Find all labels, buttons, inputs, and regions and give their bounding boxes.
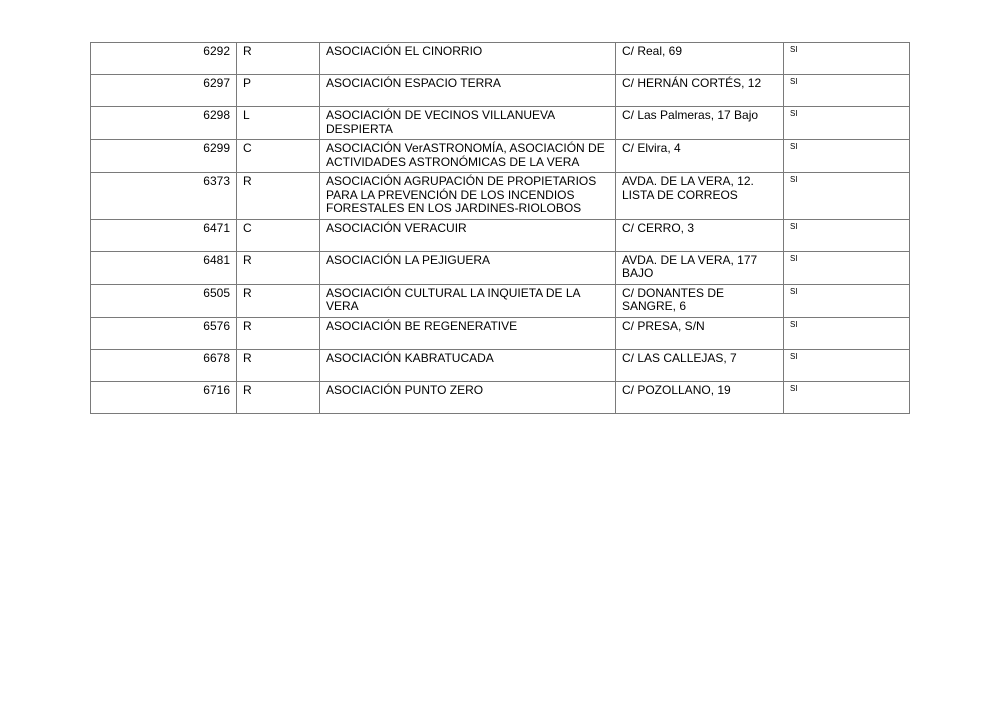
registry-number: 6716: [91, 381, 237, 413]
address: AVDA. DE LA VERA, 177 BAJO: [616, 251, 784, 284]
table-row: [91, 219, 910, 251]
table-row: [91, 140, 910, 173]
association-name: ASOCIACIÓN PUNTO ZERO: [320, 381, 616, 413]
registry-number: 6481: [91, 251, 237, 284]
address: C/ LAS CALLEJAS, 7: [616, 349, 784, 381]
association-name: ASOCIACIÓN LA PEJIGUERA: [320, 251, 616, 284]
address: C/ Real, 69: [616, 43, 784, 75]
table-row: [91, 173, 910, 220]
registry-number: 6373: [91, 173, 237, 220]
type-code: L: [237, 107, 320, 140]
flag: SI: [784, 284, 910, 317]
registry-number: 6678: [91, 349, 237, 381]
type-code: R: [237, 349, 320, 381]
flag: SI: [784, 43, 910, 75]
type-code: R: [237, 43, 320, 75]
registry-number: 6297: [91, 75, 237, 107]
type-code: P: [237, 75, 320, 107]
flag: SI: [784, 140, 910, 173]
association-name: ASOCIACIÓN AGRUPACIÓN DE PROPIETARIOS PARA LA PREVENCIÓN DE LOS INCENDIOS FORESTALES EN LOS JARDINES-RIOLOBOS: [320, 173, 616, 220]
table-row: [91, 317, 910, 349]
table-row: [91, 43, 910, 75]
association-name: ASOCIACIÓN EL CINORRIO: [320, 43, 616, 75]
flag: SI: [784, 251, 910, 284]
address: C/ DONANTES DE SANGRE, 6: [616, 284, 784, 317]
address: C/ HERNÁN CORTÉS, 12: [616, 75, 784, 107]
association-name: ASOCIACIÓN ESPACIO TERRA: [320, 75, 616, 107]
flag: SI: [784, 317, 910, 349]
table-row: [91, 75, 910, 107]
registry-number: 6471: [91, 219, 237, 251]
address: C/ CERRO, 3: [616, 219, 784, 251]
association-name: ASOCIACIÓN KABRATUCADA: [320, 349, 616, 381]
table-row: [91, 349, 910, 381]
associations-table: [90, 42, 910, 414]
association-name: ASOCIACIÓN DE VECINOS VILLANUEVA DESPIERTA: [320, 107, 616, 140]
flag: SI: [784, 107, 910, 140]
type-code: C: [237, 219, 320, 251]
type-code: R: [237, 381, 320, 413]
registry-number: 6299: [91, 140, 237, 173]
type-code: R: [237, 317, 320, 349]
association-name: ASOCIACIÓN VerASTRONOMÍA, ASOCIACIÓN DE ACTIVIDADES ASTRONÓMICAS DE LA VERA: [320, 140, 616, 173]
association-name: ASOCIACIÓN CULTURAL LA INQUIETA DE LA VERA: [320, 284, 616, 317]
type-code: R: [237, 251, 320, 284]
flag: SI: [784, 219, 910, 251]
associations-table-body: [91, 43, 910, 414]
type-code: R: [237, 284, 320, 317]
flag: SI: [784, 173, 910, 220]
association-name: ASOCIACIÓN VERACUIR: [320, 219, 616, 251]
registry-number: 6576: [91, 317, 237, 349]
flag: SI: [784, 75, 910, 107]
address: C/ PRESA, S/N: [616, 317, 784, 349]
table-row: [91, 107, 910, 140]
address: AVDA. DE LA VERA, 12. LISTA DE CORREOS: [616, 173, 784, 220]
association-name: ASOCIACIÓN BE REGENERATIVE: [320, 317, 616, 349]
table-row: [91, 381, 910, 413]
table-row: [91, 284, 910, 317]
registry-number: 6298: [91, 107, 237, 140]
registry-number: 6292: [91, 43, 237, 75]
registry-number: 6505: [91, 284, 237, 317]
table-row: [91, 251, 910, 284]
flag: SI: [784, 349, 910, 381]
type-code: R: [237, 173, 320, 220]
address: C/ POZOLLANO, 19: [616, 381, 784, 413]
type-code: C: [237, 140, 320, 173]
address: C/ Elvira, 4: [616, 140, 784, 173]
flag: SI: [784, 381, 910, 413]
address: C/ Las Palmeras, 17 Bajo: [616, 107, 784, 140]
